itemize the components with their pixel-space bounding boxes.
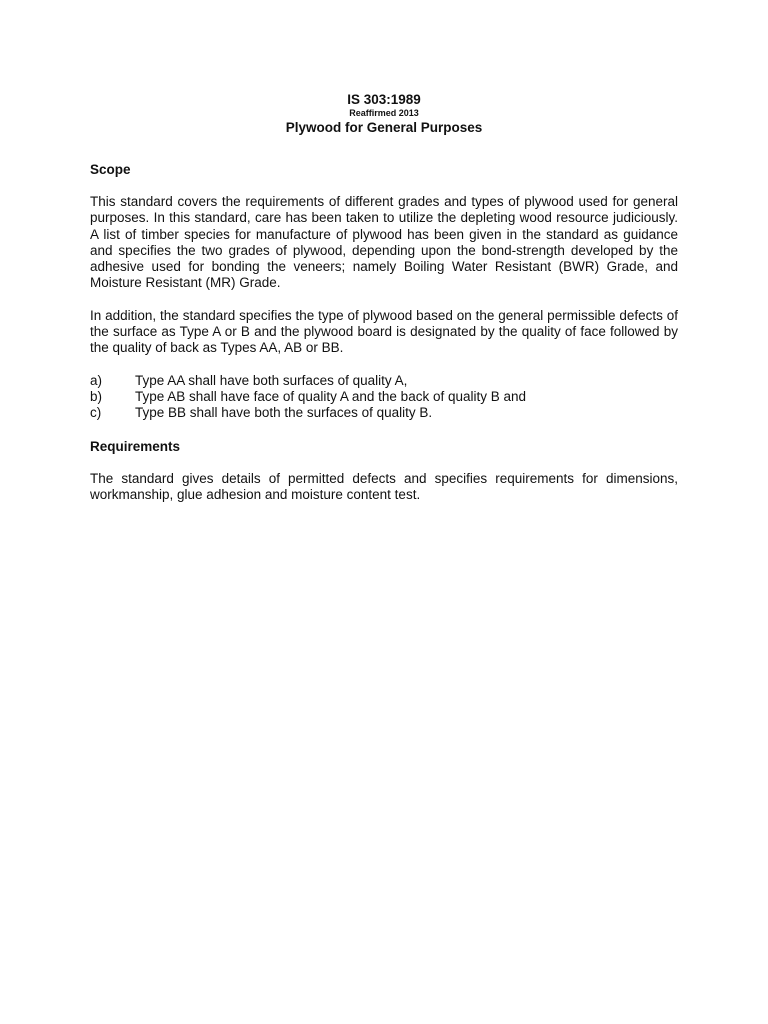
scope-paragraph-1: This standard covers the requirements of different grades and types of plywood used for general purposes. In this standard, care has been taken to utilize the depleting wood resource judiciously. A list of timber species for manufacture of plywood has been given in the standard as guidance and specifies the two grades of plywood, depending upon the bond-strength developed by the adhesive used for bonding the veneers; namely Boiling Water Resistant (BWR) Grade, and Moisture Resistant (MR) Grade. xyxy=(90,194,678,291)
plywood-type-list xyxy=(90,373,678,422)
list-item-text: Type AB shall have face of quality A and the back of quality B and xyxy=(135,388,527,404)
document-title: Plywood for General Purposes xyxy=(285,120,483,135)
list-item-text: Type AA shall have both surfaces of quality A, xyxy=(135,372,408,388)
scope-heading: Scope xyxy=(90,162,131,177)
document-number: IS 303:1989 xyxy=(347,92,421,107)
list-item-marker: b) xyxy=(90,388,103,404)
scope-paragraph-2: In addition, the standard specifies the type of plywood based on the general permissible defects of the surface as Type A or B and the plywood board is designated by the quality of face followed by the quality of back as Types AA, AB or BB. xyxy=(90,307,678,356)
list-item-marker: c) xyxy=(90,405,102,421)
document-page xyxy=(90,92,678,503)
list-item-text: Type BB shall have both the surfaces of quality B. xyxy=(135,405,433,421)
list-item xyxy=(90,373,678,389)
list-item xyxy=(90,389,678,405)
requirements-paragraph: The standard gives details of permitted defects and specifies requirements for dimensions, workmanship, glue adhesion and moisture content test. xyxy=(90,470,678,502)
requirements-heading: Requirements xyxy=(90,438,181,454)
list-item-marker: a) xyxy=(90,372,103,388)
list-item xyxy=(90,405,678,421)
reaffirmed-note: Reaffirmed 2013 xyxy=(349,108,419,118)
